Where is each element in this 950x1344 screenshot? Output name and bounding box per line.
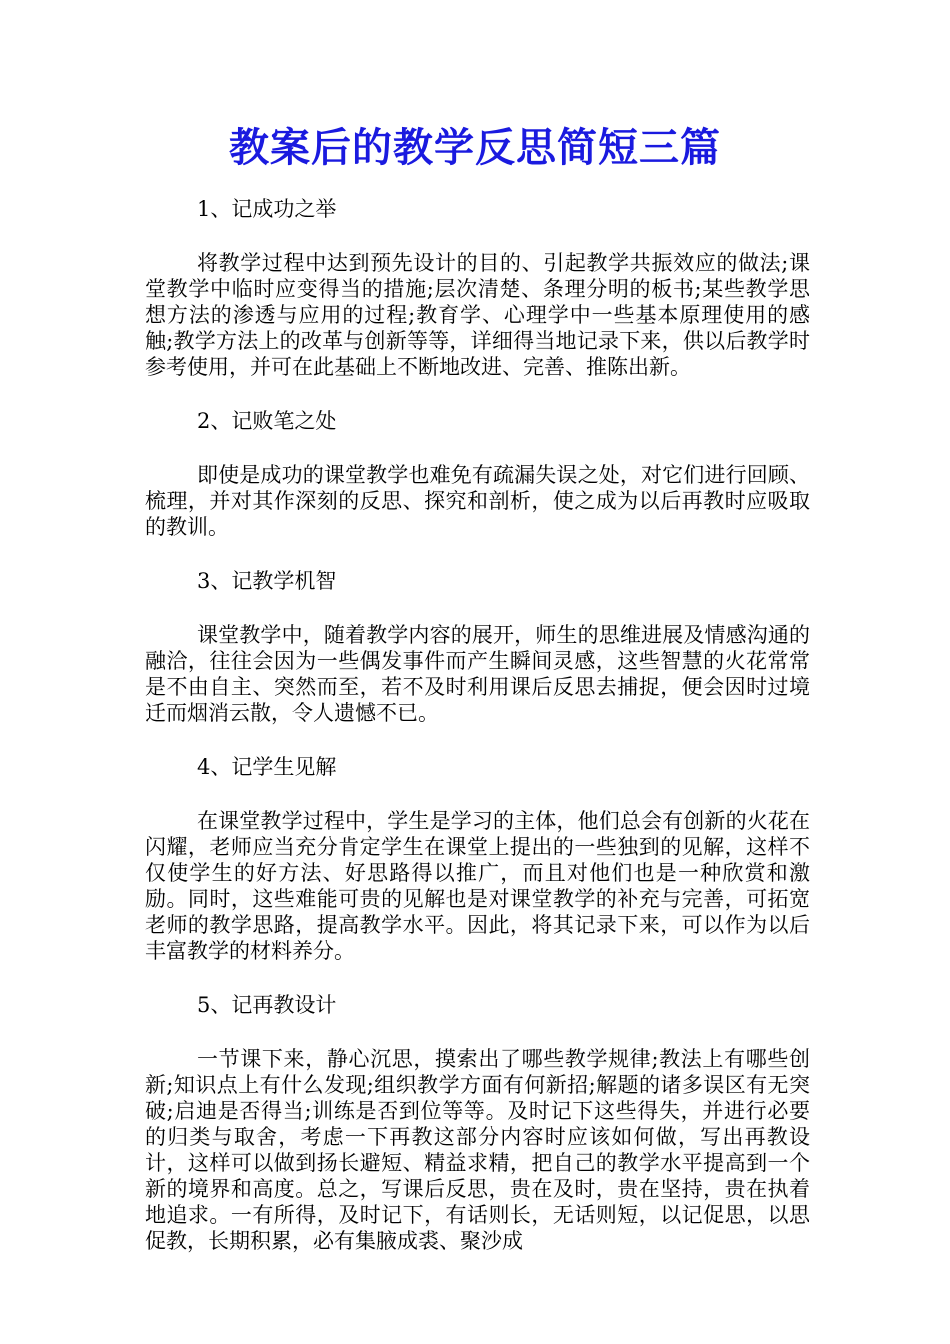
section-paragraph-2: 即使是成功的课堂教学也难免有疏漏失误之处，对它们进行回顾、梳理，并对其作深刻的反思、探究和剖析，使之成为以后再教时应吸取的教训。 (145, 463, 810, 539)
section-heading-1: 1、记成功之举 (197, 197, 337, 221)
document-title: 教案后的教学反思简短三篇 (229, 124, 721, 171)
section-paragraph-4: 在课堂教学过程中，学生是学习的主体，他们总会有创新的火花在闪耀，老师应当充分肯定学生在课堂上提出的一些独到的见解，这样不仅使学生的好方法、好思路得以推广，而且对他们也是一种欣赏和激励。同时，这些难能可贵的见解也是对课堂教学的补充与完善，可拓宽老师的教学思路，提高教学水平。因此，将其记录下来，可以作为以后丰富教学的材料养分。 (145, 809, 810, 963)
section-heading-2: 2、记败笔之处 (197, 409, 337, 433)
section-paragraph-3: 课堂教学中，随着教学内容的展开，师生的思维进展及情感沟通的融洽，往往会因为一些偶发事件而产生瞬间灵感，这些智慧的火花常常是不由自主、突然而至，若不及时利用课后反思去捕捉，便会因时过境迁而烟消云散，令人遗憾不已。 (145, 623, 810, 725)
section-heading-3: 3、记教学机智 (197, 569, 337, 593)
section-paragraph-5: 一节课下来，静心沉思，摸索出了哪些教学规律;教法上有哪些创新;知识点上有什么发现;组织教学方面有何新招;解题的诸多误区有无突破;启迪是否得当;训练是否到位等等。及时记下这些得失，并进行必要的归类与取舍，考虑一下再教这部分内容时应该如何做，写出再教设计，这样可以做到扬长避短、精益求精，把自己的教学水平提高到一个新的境界和高度。总之，写课后反思，贵在及时，贵在坚持，贵在执着地追求。一有所得，及时记下，有话则长，无话则短，以记促思，以思促教，长期积累，必有集腋成裘、聚沙成 (145, 1047, 810, 1253)
section-heading-4: 4、记学生见解 (197, 755, 337, 779)
section-heading-5: 5、记再教设计 (197, 993, 337, 1017)
section-paragraph-1: 将教学过程中达到预先设计的目的、引起教学共振效应的做法;课堂教学中临时应变得当的措施;层次清楚、条理分明的板书;某些教学思想方法的渗透与应用的过程;教育学、心理学中一些基本原理使用的感触;教学方法上的改革与创新等等，详细得当地记录下来，供以后教学时参考使用，并可在此基础上不断地改进、完善、推陈出新。 (145, 251, 810, 379)
document-body (145, 196, 810, 1254)
